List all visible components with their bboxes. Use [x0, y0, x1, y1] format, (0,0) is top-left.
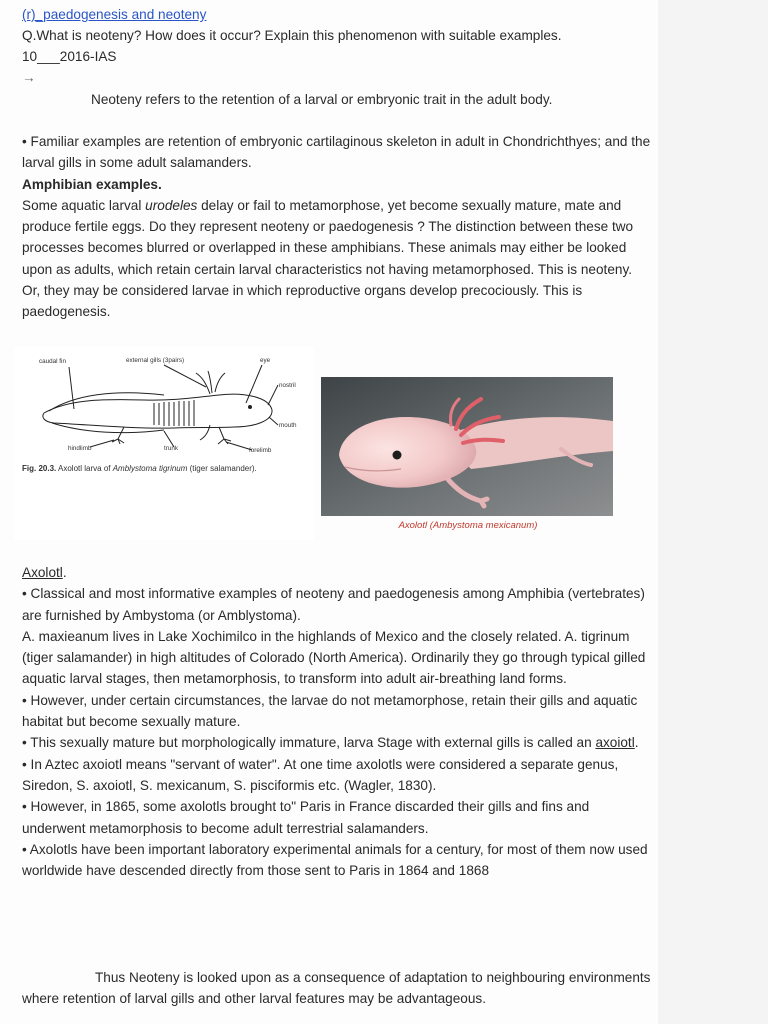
axolotl-bullet-7: • Axolotls have been important laboratory experimental animals for a century, for most of them now used worldwide have descended directly from those sent to Paris in 1864 and 1868 [22, 841, 648, 879]
label-forelimb: forelimb [249, 447, 272, 454]
amphibian-text-a: Some aquatic larval [22, 197, 146, 213]
axolotl-bullet-3: • However, under certain circumstances, the larvae do not metamorphose, retain their gills and aquatic habitat but become sexually mature. [22, 692, 638, 730]
eye-dot [248, 405, 252, 409]
conclusion: Thus Neoteny is looked upon as a consequence of adaptation to neighbouring environments where retention of larval gills and other larval features may be advantageous. [22, 970, 651, 1007]
amphibian-section [22, 131, 652, 323]
axolotl-b4-end: . [634, 735, 639, 751]
intro-definition: Neoteny refers to the retention of a larval or embryonic trait in the adult body. [91, 92, 553, 107]
axolotl-bullet-6: • However, in 1865, some axolotls brought to" Paris in France discarded their gills and fins and underwent metamorphosis to become adult terrestrial salamanders. [22, 799, 590, 836]
figure-caption [22, 463, 307, 474]
label-nostril: nostril [279, 382, 296, 389]
topic-link-line [22, 4, 652, 25]
figure-caption-tail: (tiger salamander). [189, 464, 257, 473]
axolotl-larva-figure [14, 347, 314, 540]
familiar-examples: • Familiar examples are retention of embryonic cartilaginous skeleton in adult in Chondrichthyes; and the larval gills in some adult salamanders. [22, 134, 651, 171]
amphibian-text-b: delay or fail to metamorphose, yet become sexually mature, mate and produce fertile eggs. Do they represent neoteny or paedogenesis ? The distinction between these two processes becomes blurred or overlapped in these amphibians. These animals may either be looked upon as adults, which retain certain larval characteristics not having metamorphosed. This is neoteny. Or, they may be considered larvae in which reproductive organs develop precociously. This is paedogenesis. [22, 197, 634, 320]
axolotl-section [22, 562, 652, 881]
axolotl-photo [321, 377, 613, 516]
arrow-icon: → [22, 70, 36, 85]
figure-number: Fig. 20.3. [22, 464, 57, 473]
axolotl-bullet-1: • Classical and most informative examples of neoteny and paedogenesis among Amphibia (vertebrates) are furnished by Ambystoma (or Amblystoma). [22, 586, 645, 623]
label-mouth: mouth [279, 422, 297, 429]
amphibian-paragraph [22, 195, 652, 323]
label-hindlimb: hindlimb [68, 445, 92, 452]
label-external-gills: external gills (3pairs) [126, 357, 185, 364]
topic-link[interactable]: (r)_paedogenesis and neoteny [22, 7, 207, 22]
figure-caption-text: Axolotl larva of [58, 464, 113, 473]
label-trunk: trunk [164, 445, 178, 452]
question-text: Q.What is neoteny? How does it occur? Explain this phenomenon with suitable examples. [22, 28, 562, 43]
axolotl-b4-text: • This sexually mature but morphologically immature, larva Stage with external gills is called an [22, 735, 596, 751]
axolotl-heading: Axolotl [22, 565, 63, 580]
axolotl-para-2: A. maxieanum lives in Lake Xochimilco in the highlands of Mexico and the closely related. A. tigrinum (tiger salamander) in high altitudes of Colorado (North America). Ordinarily they go through typical gilled aquatic larval stages, then metamorphosis, to transform into adult air-breathing land forms. [22, 628, 646, 687]
marks-year: 10___2016-IAS [22, 49, 117, 64]
axolotl-larva-diagram [14, 347, 314, 540]
axolotl-heading-line [22, 562, 652, 583]
urodeles-term: urodeles [145, 197, 198, 213]
label-caudal-fin: caudal fin [39, 358, 66, 365]
label-eye: eye [260, 357, 271, 364]
figure-species: Amblystoma tigrinum [112, 464, 188, 473]
axoiotl-term: axoiotl [595, 735, 635, 751]
photo-caption: Axolotl (Ambystoma mexicanum) [398, 520, 538, 531]
amphibian-heading: Amphibian examples. [22, 176, 162, 192]
axolotl-bullet-4 [22, 732, 652, 753]
axolotl-heading-dot: . [62, 565, 67, 580]
axolotl-bullet-5: • In Aztec axoiotl means "servant of water". At one time axolotls were considered a separate genus, Siredon, S. axoiotl, S. mexicanum, S. pisciformis etc. (Wagler, 1830). [22, 756, 619, 793]
photo-eye [393, 451, 402, 460]
